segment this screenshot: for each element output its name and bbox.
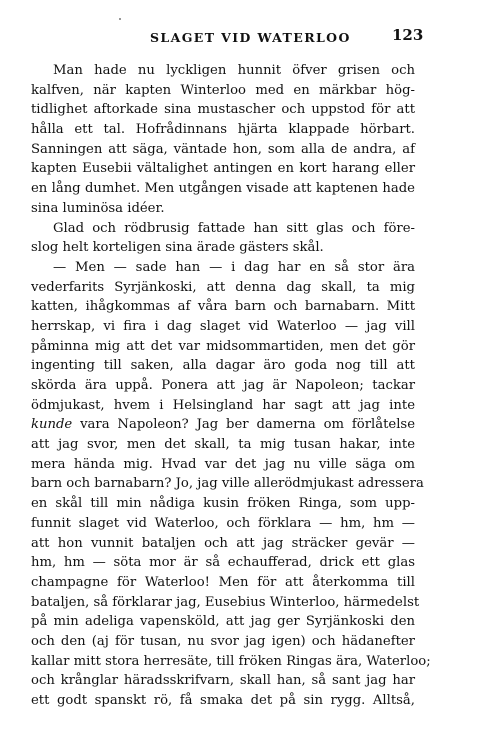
- text-line: ingenting till saken, alla dagar äro goda nog till att: [31, 358, 415, 374]
- text-line: ödmjukast, hvem i Helsingland har sagt att jag inte: [31, 397, 415, 413]
- text-line: och krånglar häradsskrifvarn, skall han, så sant jag har: [31, 673, 415, 689]
- text-line: Man hade nu lyckligen hunnit öfver grisen och: [53, 63, 415, 78]
- text-line: Glad och rödbrusig fattade han sitt glas och före-: [53, 220, 415, 236]
- text-line: funnit slaget vid Waterloo, och förklara — hm, hm —: [31, 515, 415, 531]
- text-line: Sanningen att säga, väntade hon, som alla de andra, af: [31, 141, 415, 157]
- text-line: att hon vunnit bataljen och att jag sträcker gevär —: [31, 535, 415, 551]
- text-line: champagne för Waterloo! Men för att återkomma till: [31, 574, 415, 590]
- text-line: att jag svor, men det skall, ta mig tusan hakar, inte: [31, 437, 415, 453]
- text-line: och den (aj för tusan, nu svor jag igen) och hädanefter: [31, 633, 415, 649]
- text-line: kalfven, när kapten Winterloo med en märkbar hög-: [31, 82, 415, 98]
- text-line: hm, hm — söta mor är så echaufferad, drick ett glas: [31, 555, 415, 571]
- body-text: [31, 61, 431, 711]
- text-line: en skål till min nådiga kusin fröken Ringa, som upp-: [31, 496, 415, 512]
- text-line: påminna mig att det var midsommartiden, men det gör: [31, 338, 415, 354]
- running-title: SLAGET VID WATERLOO: [150, 30, 351, 45]
- text-line: barn och barnabarn? Jo, jag ville allerödmjukast adressera: [31, 476, 424, 492]
- text-line: skörda ära uppå. Ponera att jag är Napoleon; tackar: [31, 378, 415, 393]
- text-line: katten, ihågkommas af våra barn och barnabarn. Mitt: [31, 299, 415, 315]
- text-line: slog helt korteligen sina ärade gästers skål.: [31, 240, 324, 256]
- text-line: — Men — sade han — i dag har en så stor ära: [53, 259, 415, 275]
- page-speck: [119, 18, 121, 20]
- text-line: kapten Eusebii vältalighet antingen en kort harang eller: [31, 161, 415, 177]
- text-line: [31, 415, 415, 435]
- text-line: sina luminösa idéer.: [31, 200, 165, 216]
- text-line: mera hända mig. Hvad var det jag nu ville säga om: [31, 456, 415, 472]
- text-line: herrskap, vi fira i dag slaget vid Waterloo — jag vill: [31, 318, 415, 334]
- text-line: på min adeliga vapensköld, att jag ger Syrjänkoski den: [31, 614, 415, 630]
- text-fragment: vara Napoleon? Jag ber damerna om förlåtelse: [72, 417, 415, 433]
- text-line: ett godt spanskt rö, få smaka det på sin rygg. Alltså,: [31, 693, 415, 708]
- text-line: kallar mitt stora herresäte, till fröken Ringas ära, Waterloo;: [31, 653, 431, 669]
- text-line: hålla ett tal. Hofrådinnans hjärta klappade hörbart.: [31, 122, 415, 138]
- text-line: bataljen, så förklarar jag, Eusebius Winterloo, härmedelst: [31, 594, 420, 610]
- text-line: vederfarits Syrjänkoski, att denna dag skall, ta mig: [31, 279, 415, 295]
- page-number: 123: [392, 26, 424, 44]
- text-line: en lång dumhet. Men utgången visade att kaptenen hade: [31, 181, 415, 197]
- text-line: tidlighet aftorkade sina mustascher och uppstod för att: [31, 102, 415, 118]
- italic-word: kunde: [31, 417, 73, 433]
